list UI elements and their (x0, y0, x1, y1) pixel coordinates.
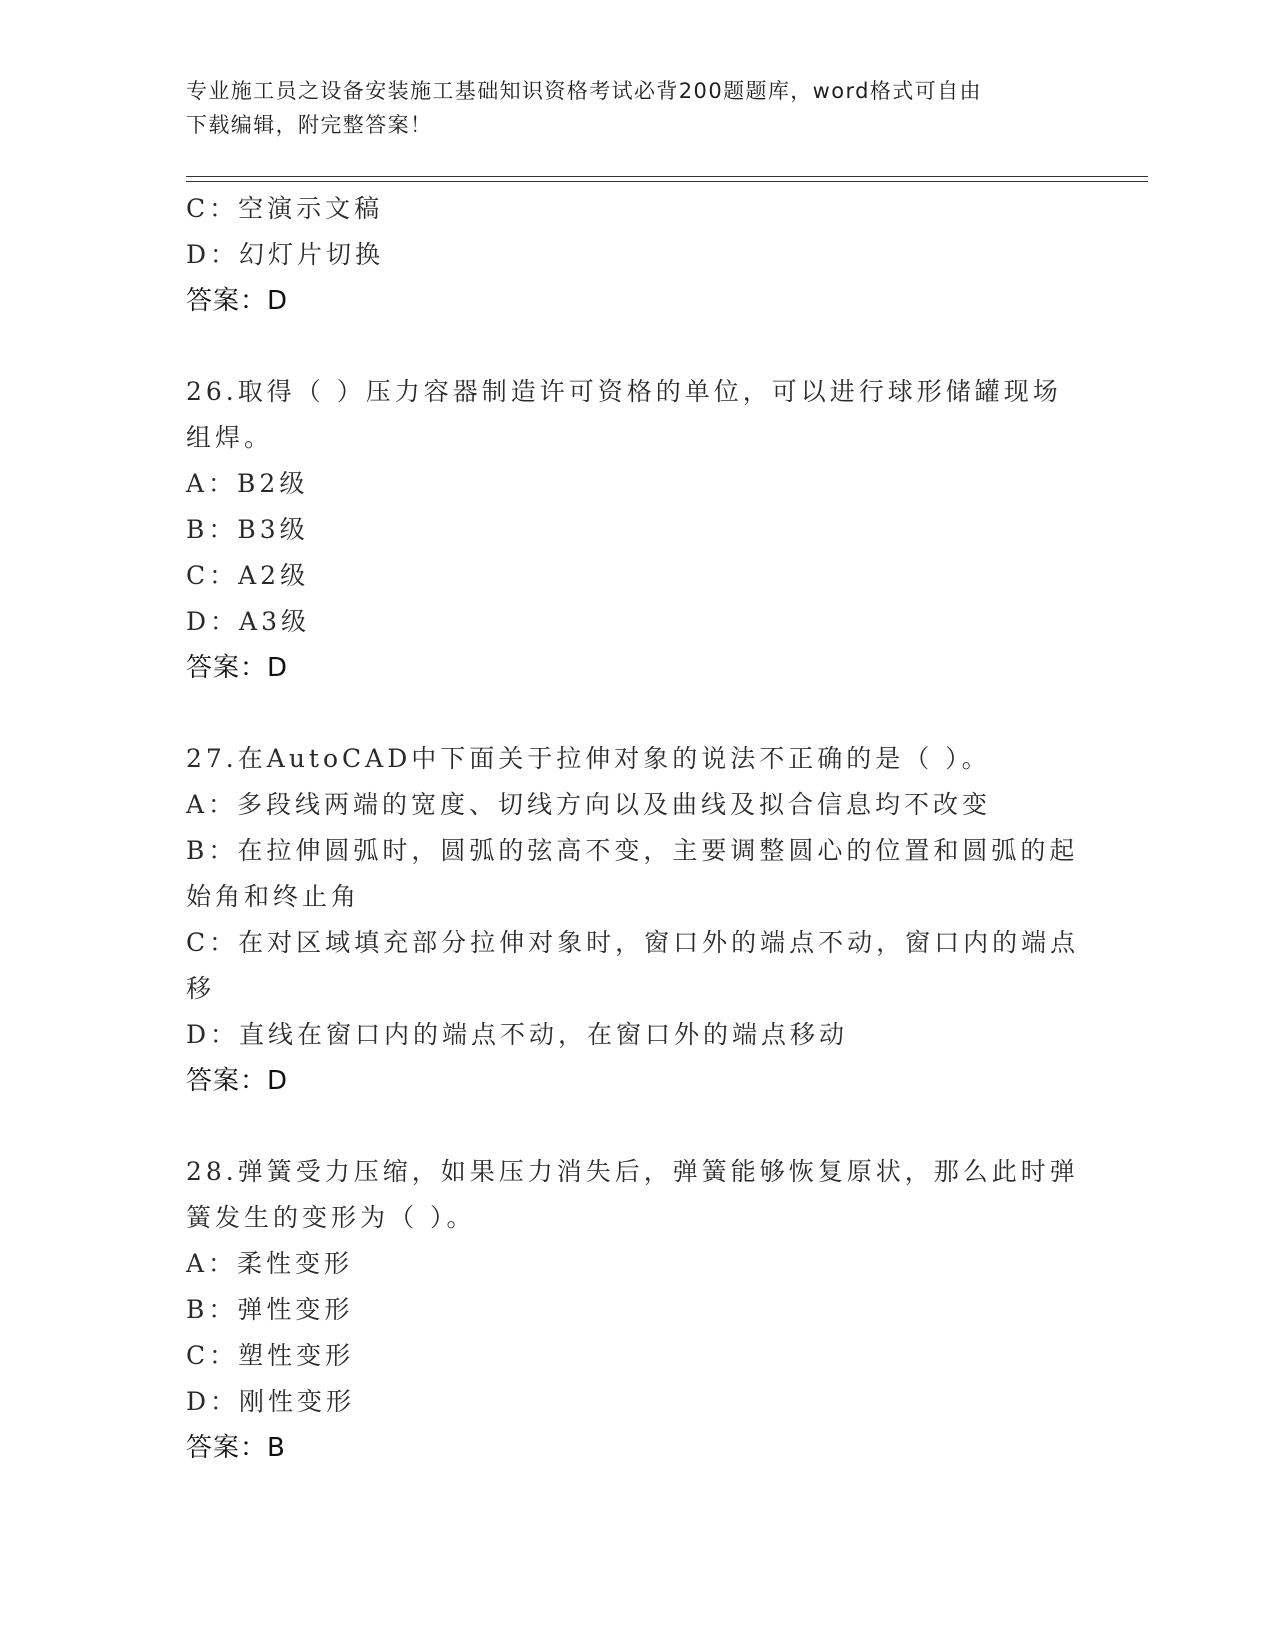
spacer (186, 324, 1086, 369)
answer-line: 答案：B (186, 1433, 286, 1463)
answer-line: 答案：D (186, 286, 289, 316)
option-a: A：B2级 (186, 469, 309, 498)
option-d: D：刚性变形 (186, 1387, 356, 1416)
question-stem-continued: 簧发生的变形为（ ）。 (186, 1203, 476, 1232)
answer-line: 答案：D (186, 1066, 289, 1096)
page-header (186, 74, 1066, 142)
option-b: B：B3级 (186, 515, 309, 544)
question-block-27 (186, 736, 1086, 1104)
question-stem: 27.在AutoCAD中下面关于拉伸对象的说法不正确的是（ ）。 (186, 744, 991, 773)
question-block-26 (186, 369, 1086, 691)
option-b: B：弹性变形 (186, 1295, 354, 1324)
option-d: D：直线在窗口内的端点不动，在窗口外的端点移动 (186, 1020, 849, 1049)
question-stem-continued: 组焊。 (186, 423, 274, 452)
header-title-line-1: 专业施工员之设备安装施工基础知识资格考试必背200题题库，word格式可自由 (186, 79, 982, 103)
spacer (186, 1104, 1086, 1149)
option-c: C：塑性变形 (186, 1341, 355, 1370)
spacer (186, 691, 1086, 736)
option-d: D：A3级 (186, 607, 311, 636)
answer-line: 答案：D (186, 653, 289, 683)
option-a: A：柔性变形 (186, 1249, 354, 1278)
question-stem: 28.弹簧受力压缩，如果压力消失后，弹簧能够恢复原状，那么此时弹 (186, 1157, 1079, 1186)
question-block-28 (186, 1149, 1086, 1471)
option-b-continued: 始角和终止角 (186, 882, 361, 911)
question-content (186, 186, 1086, 1471)
option-a: A：多段线两端的宽度、切线方向以及曲线及拟合信息均不改变 (186, 790, 992, 819)
header-title-line-2: 下载编辑，附完整答案！ (186, 113, 433, 137)
header-divider (186, 176, 1148, 182)
option-c: C：A2级 (186, 561, 310, 590)
option-c: C：空演示文稿 (186, 194, 384, 223)
question-block-25 (186, 186, 1086, 324)
option-c: C：在对区域填充部分拉伸对象时，窗口外的端点不动，窗口内的端点 (186, 928, 1080, 957)
option-d: D：幻灯片切换 (186, 240, 385, 269)
option-b: B：在拉伸圆弧时，圆弧的弦高不变，主要调整圆心的位置和圆弧的起 (186, 836, 1079, 865)
question-stem: 26.取得（ ）压力容器制造许可资格的单位，可以进行球形储罐现场 (186, 377, 1062, 406)
option-c-continued: 移 (186, 974, 216, 1003)
